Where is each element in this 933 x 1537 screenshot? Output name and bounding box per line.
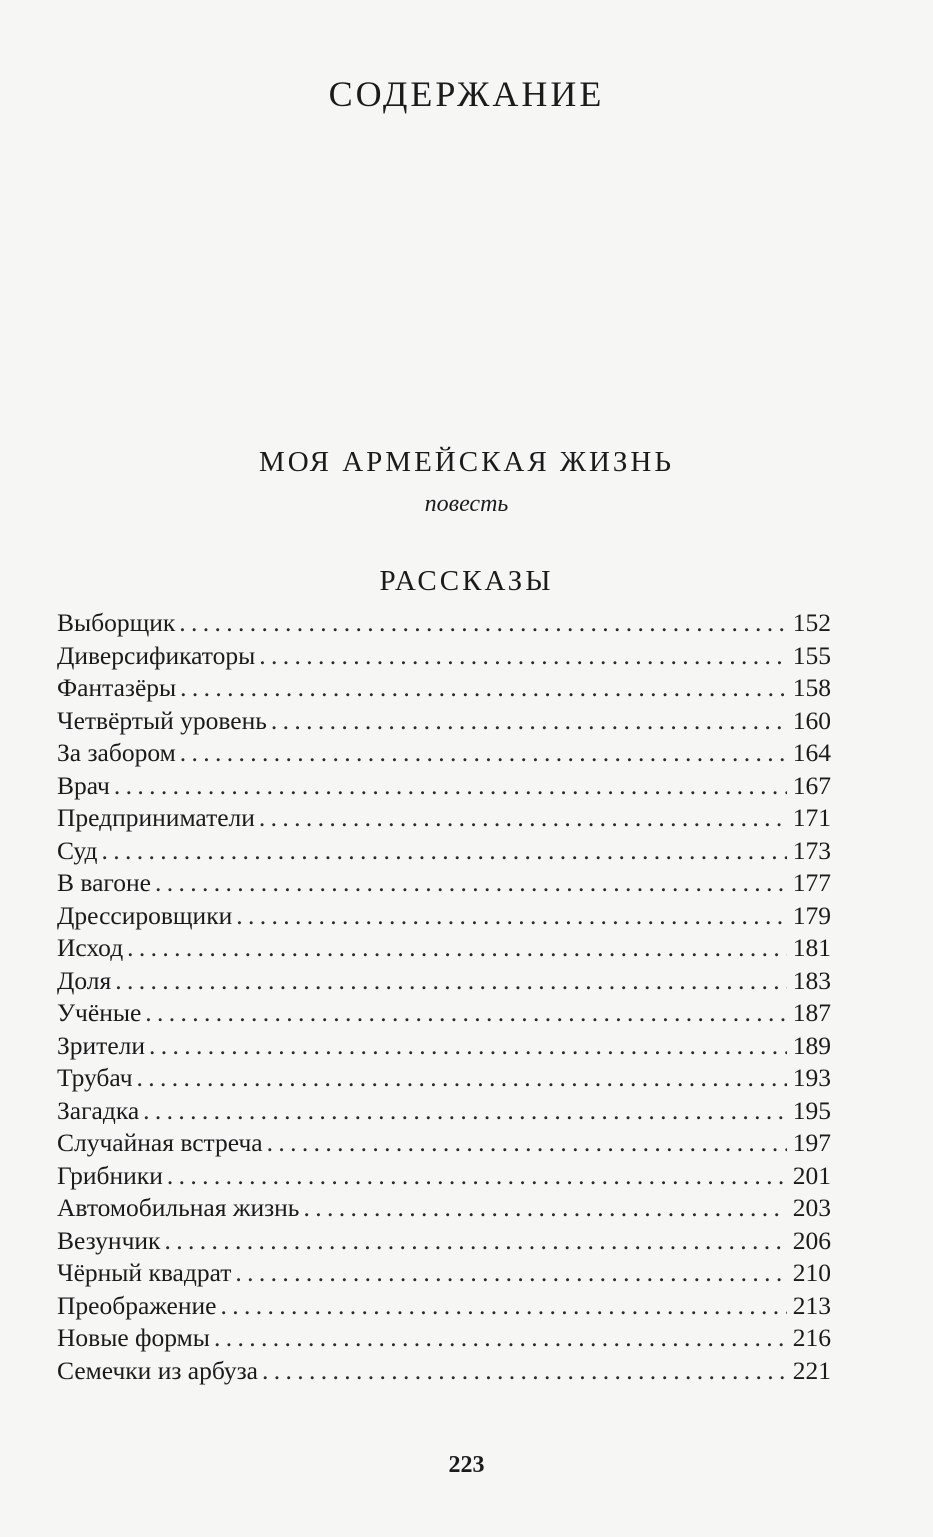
toc-leader-dots	[143, 1095, 787, 1127]
toc-entry	[57, 867, 831, 900]
toc-entry-title: Автомобильная жизнь	[57, 1193, 300, 1222]
table-of-contents	[57, 607, 831, 1387]
toc-entry-title: Трубач	[57, 1063, 133, 1092]
section-title-stories: РАССКАЗЫ	[379, 565, 554, 597]
toc-entry-page: 167	[792, 770, 831, 800]
toc-entry	[57, 1257, 831, 1290]
toc-leader-dots	[262, 1355, 787, 1387]
toc-leader-dots	[127, 932, 787, 964]
toc-leader-dots	[267, 1127, 787, 1159]
toc-entry-page: 160	[792, 705, 831, 735]
toc-leader-dots	[236, 900, 787, 932]
toc-entry-page: 201	[792, 1160, 831, 1190]
toc-leader-dots	[145, 997, 786, 1029]
toc-leader-dots	[235, 1257, 786, 1289]
toc-entry-title: Загадка	[57, 1095, 140, 1125]
toc-entry-page: 183	[792, 965, 831, 995]
toc-entry-title: Семечки из арбуза	[57, 1355, 258, 1385]
toc-entry-title: Доля	[57, 965, 112, 995]
toc-entry-page: 171	[792, 803, 831, 832]
toc-leader-dots	[179, 607, 786, 639]
section-title-army-life: МОЯ АРМЕЙСКАЯ ЖИЗНЬ	[258, 446, 675, 478]
toc-entry-title: Грибники	[57, 1160, 163, 1190]
toc-entry	[57, 737, 831, 770]
toc-entry-title: За забором	[57, 738, 176, 767]
section-subtitle-novella: повесть	[424, 491, 509, 517]
toc-entry-page: 155	[792, 640, 831, 670]
toc-entry-page: 197	[792, 1128, 831, 1157]
toc-entry-title: В вагоне	[57, 868, 151, 897]
toc-entry-page: 152	[792, 608, 831, 637]
toc-entry	[57, 607, 831, 640]
toc-leader-dots	[259, 640, 787, 672]
toc-entry-title: Преображение	[57, 1290, 217, 1320]
toc-entry	[57, 770, 831, 803]
toc-entry-title: Предприниматели	[57, 803, 255, 832]
toc-leader-dots	[137, 1062, 787, 1094]
toc-entry-title: Учёные	[57, 998, 142, 1027]
toc-leader-dots	[214, 1322, 787, 1354]
toc-entry-page: 216	[792, 1323, 831, 1352]
toc-leader-dots	[149, 1030, 787, 1062]
toc-entry-page: 195	[792, 1095, 831, 1125]
toc-leader-dots	[303, 1192, 786, 1224]
toc-entry	[57, 965, 831, 998]
toc-entry-title: Случайная встреча	[57, 1128, 263, 1157]
toc-leader-dots	[180, 672, 787, 704]
toc-leader-dots	[114, 770, 787, 802]
toc-entry-title: Исход	[57, 933, 124, 962]
toc-entry	[57, 1127, 831, 1160]
toc-entry	[57, 1160, 831, 1193]
toc-entry	[57, 1355, 831, 1388]
toc-entry-title: Дрессировщики	[57, 900, 233, 930]
toc-entry-page: 213	[792, 1290, 831, 1320]
toc-entry-title: Фантазёры	[57, 673, 177, 702]
toc-entry-page: 177	[792, 868, 831, 897]
toc-entry	[57, 802, 831, 835]
toc-entry-page: 187	[792, 998, 831, 1027]
toc-entry	[57, 997, 831, 1030]
toc-entry	[57, 1192, 831, 1225]
toc-entry-page: 210	[792, 1258, 831, 1287]
toc-entry-page: 179	[792, 900, 831, 930]
toc-entry-page: 189	[792, 1030, 831, 1060]
toc-entry-title: Четвёртый уровень	[57, 705, 267, 735]
toc-entry	[57, 1030, 831, 1063]
toc-entry	[57, 640, 831, 673]
toc-leader-dots	[259, 802, 787, 834]
toc-entry-title: Везунчик	[57, 1225, 161, 1255]
toc-entry-page: 206	[792, 1225, 831, 1255]
toc-entry-title: Чёрный квадрат	[57, 1258, 232, 1287]
toc-entry	[57, 1062, 831, 1095]
toc-entry-title: Суд	[57, 835, 98, 865]
toc-leader-dots	[115, 965, 786, 997]
toc-entry	[57, 1290, 831, 1323]
toc-entry-title: Врач	[57, 770, 110, 800]
toc-entry	[57, 900, 831, 933]
toc-entry-page: 203	[792, 1193, 831, 1222]
toc-entry-title: Диверсификаторы	[57, 640, 256, 670]
toc-leader-dots	[180, 737, 787, 769]
toc-leader-dots	[271, 705, 787, 737]
toc-entry-page: 193	[792, 1063, 831, 1092]
toc-entry-page: 181	[792, 933, 831, 962]
toc-entry-page: 164	[792, 738, 831, 767]
page-number: 223	[448, 1452, 485, 1478]
toc-leader-dots	[155, 867, 787, 899]
toc-entry	[57, 672, 831, 705]
toc-entry	[57, 932, 831, 965]
toc-entry-page: 173	[792, 835, 831, 865]
toc-entry-page: 158	[792, 673, 831, 702]
toc-entry	[57, 705, 831, 738]
toc-entry	[57, 835, 831, 868]
toc-leader-dots	[167, 1160, 787, 1192]
toc-leader-dots	[102, 835, 787, 867]
toc-entry	[57, 1095, 831, 1128]
toc-entry	[57, 1322, 831, 1355]
toc-leader-dots	[164, 1225, 786, 1257]
toc-entry-page: 221	[792, 1355, 831, 1385]
toc-entry-title: Новые формы	[57, 1323, 210, 1352]
toc-entry-title: Зрители	[57, 1030, 146, 1060]
toc-entry	[57, 1225, 831, 1258]
toc-entry-title: Выборщик	[57, 608, 176, 637]
toc-leader-dots	[221, 1290, 787, 1322]
contents-title: СОДЕРЖАНИЕ	[328, 74, 605, 114]
